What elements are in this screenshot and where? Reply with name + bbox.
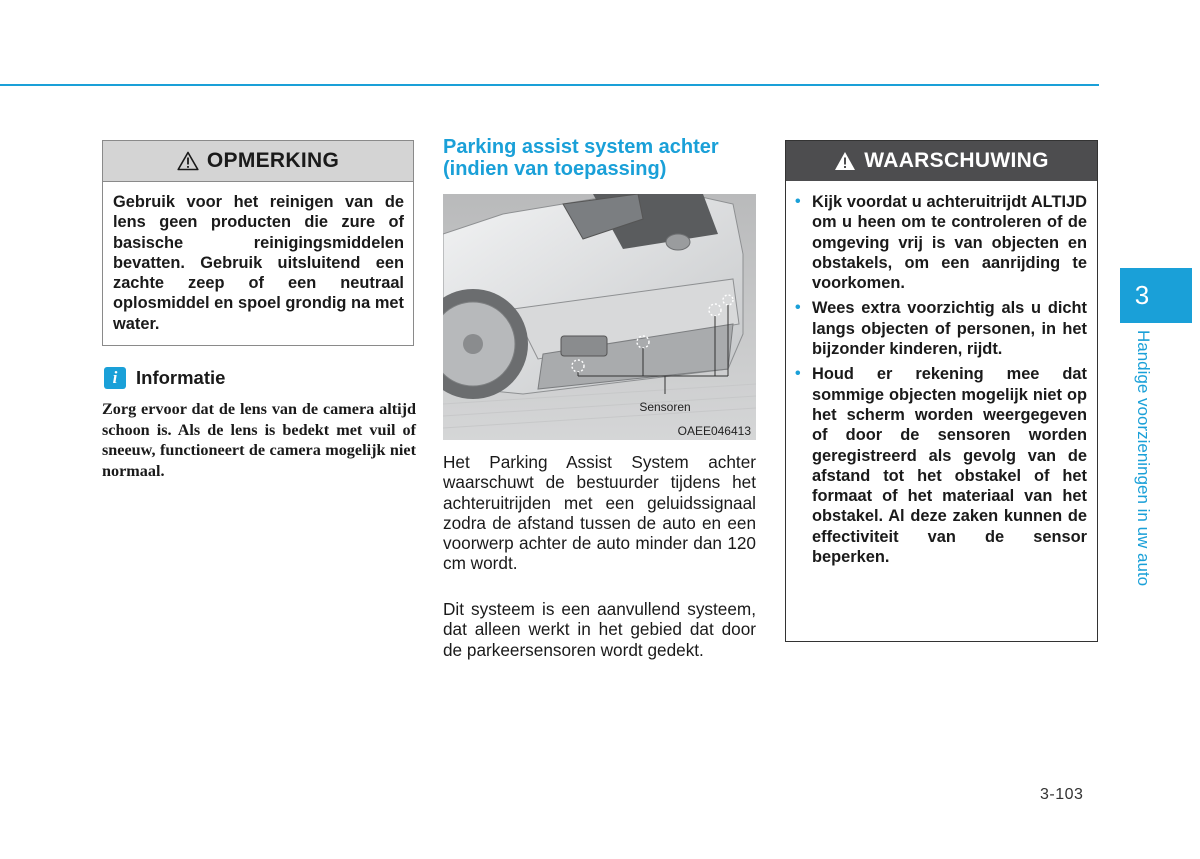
bullet-icon: • [795,299,801,317]
info-icon: i [104,367,126,389]
note-title: OPMERKING [206,149,340,172]
header-rule [0,84,1099,86]
warning-triangle-icon [177,151,199,171]
section-paragraph-1: Het Parking Assist System achter waarschuwt de bestuurder tijdens het achteruitrijden met een geluidssignaal zodra de afstand tussen de auto en een voorwerp achter de auto minder dan 120 cm wordt. [443,452,756,574]
chapter-label [1131,330,1155,600]
warning-title: WAARSCHUWING [864,149,1049,172]
note-box [102,140,414,346]
info-heading [104,367,225,389]
info-body: Zorg ervoor dat de lens van de camera altijd schoon is. Als de lens is bedekt met vuil of sneeuw, functioneert de camera mogelijk niet normaal. [102,400,416,480]
warning-list [786,181,1097,567]
section-title: Parking assist system achter (indien van toepassing) [443,136,719,180]
car-rear-illustration [443,194,756,440]
warning-header [786,141,1097,181]
bullet-icon: • [795,193,801,210]
image-code: OAEE046413 [677,424,751,438]
chapter-number: 3 [1134,280,1150,310]
bullet-icon: • [795,365,801,383]
note-body: Gebruik voor het reinigen van de lens geen producten die zure of basische reinigingsmiddelen bevatten. Gebruik uitsluitend een zachte zeep of een neutraal oplosmiddel en spoel grondig na met water. [113,193,404,333]
chapter-tab [1120,268,1192,323]
list-item: • Houd er rekening mee dat sommige objecten mogelijk niet op het scherm worden weergegeven of door de sensoren worden geregistreerd als gevolg van de afstand tot het obstakel of het formaat of het materiaal van het obstakel. Al deze zaken kunnen de effectiviteit van de sensor beperken. [795,365,1087,567]
chapter-label-text: Handige voorzieningen in uw auto [1134,330,1153,587]
info-title: Informatie [136,367,226,388]
section-paragraph-2: Dit systeem is een aanvullend systeem, dat alleen werkt in het gebied dat door de parkeersensoren wordt gedekt. [443,599,756,660]
list-item: • Wees extra voorzichtig als u dicht langs objecten of personen, in het bijzonder kinderen, rijdt. [795,299,1087,359]
warning-triangle-icon [834,151,856,171]
note-header [103,141,413,182]
car-rear-image [443,194,756,440]
sensor-label: Sensoren [639,400,691,414]
list-item: • Kijk voordat u achteruitrijdt ALTIJD om u heen om te controleren of de omgeving vrij is van objecten en obstakels, om een aanrijding te voorkomen. [795,193,1087,293]
page-number: 3-103 [1040,786,1084,803]
warning-box [785,140,1098,642]
